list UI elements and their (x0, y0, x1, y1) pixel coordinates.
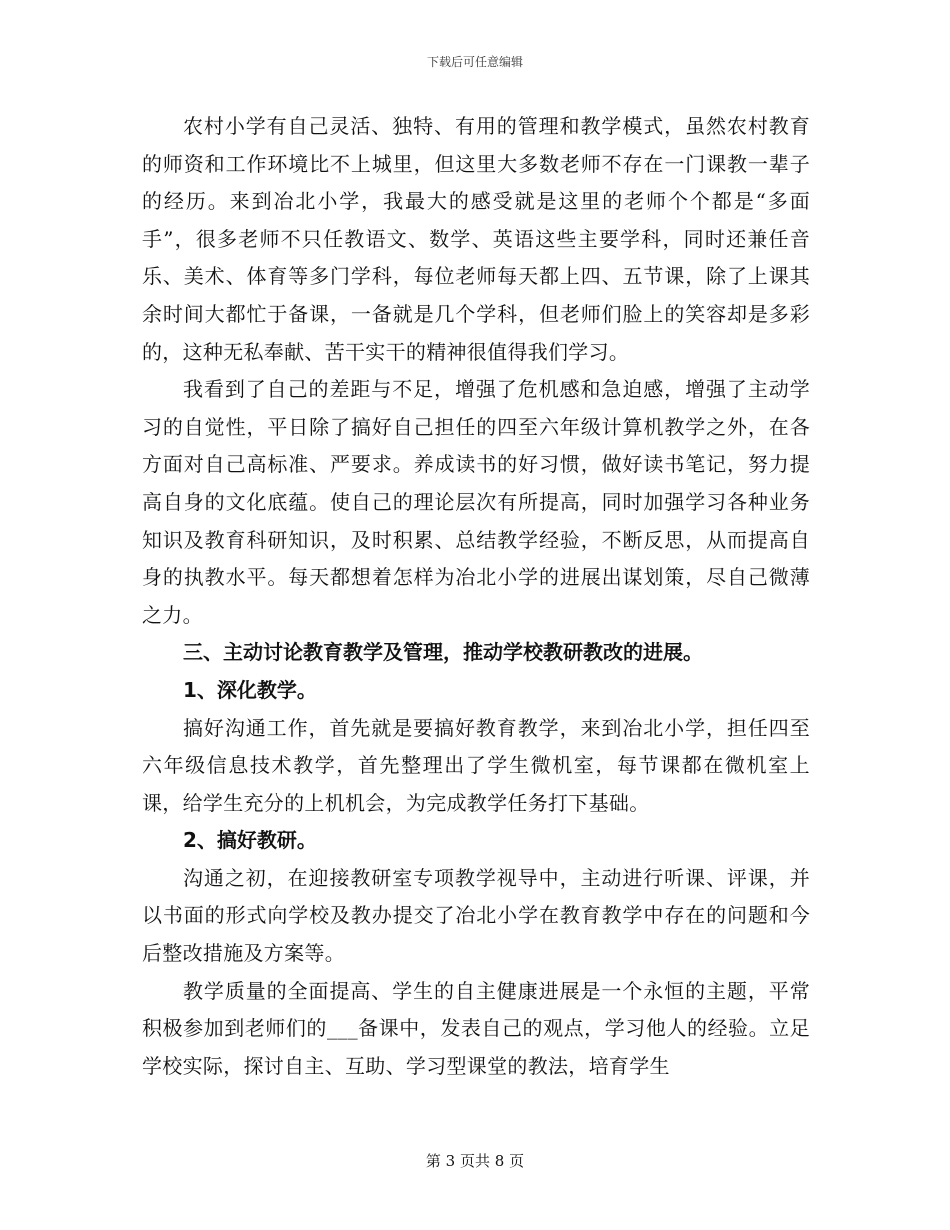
paragraph-teaching-quality: 教学质量的全面提高、学生的自主健康进展是一个永恒的主题，平常积极参加到老师们的___备课中，发表自己的观点，学习他人的经验。立足学校实际，探讨自主、互助、学习型课堂的教法，培育学生 (142, 978, 810, 1078)
section-heading-3: 三、主动讨论教育教学及管理，推动学校教研教改的进展。 (183, 640, 703, 665)
paragraph-self-improvement: 我看到了自己的差距与不足，增强了危机感和急迫感，增强了主动学习的自觉性，平日除了搞好自己担任的四至六年级计算机教学之外，在各方面对自己高标准、严要求。养成读书的好习惯，做好读书笔记，努力提高自身的文化底蕴。使自己的理论层次有所提高，同时加强学习各种业务知识及教育科研知识，及时积累、总结教学经验，不断反思，从而提高自身的执教水平。每天都想着怎样为冶北小学的进展出谋划策，尽自己微薄之力。 (142, 377, 810, 627)
page-header: 下载后可任意编辑 (426, 55, 523, 69)
page-number: 第 3 页共 8 页 (425, 1152, 525, 1170)
paragraph-teaching-work: 搞好沟通工作，首先就是要搞好教育教学，来到冶北小学，担任四至六年级信息技术教学，首先整理出了学生微机室，每节课都在微机室上课，给学生充分的上机机会，为完成教学任务打下基础。 (142, 715, 810, 815)
paragraph-rural-school: 农村小学有自己灵活、独特、有用的管理和教学模式，虽然农村教育的师资和工作环境比不上城里，但这里大多数老师不存在一门课教一辈子的经历。来到冶北小学，我最大的感受就是这里的老师个个都是“多面手”，很多老师不只任教语文、数学、英语这些主要学科，同时还兼任音乐、美术、体育等多门学科，每位老师每天都上四、五节课，除了上课其余时间大都忙于备课，一备就是几个学科，但老师们脸上的笑容却是多彩的，这种无私奉献、苦干实干的精神很值得我们学习。 (142, 114, 810, 364)
paragraph-research-start: 沟通之初，在迎接教研室专项教学视导中，主动进行听课、评课，并以书面的形式向学校及教办提交了冶北小学在教育教学中存在的问题和今后整改措施及方案等。 (142, 865, 810, 966)
subheading-teaching-research: 2、搞好教研。 (183, 828, 317, 853)
document-body (142, 108, 810, 1085)
subheading-deepen-teaching: 1、深化教学。 (183, 677, 317, 702)
